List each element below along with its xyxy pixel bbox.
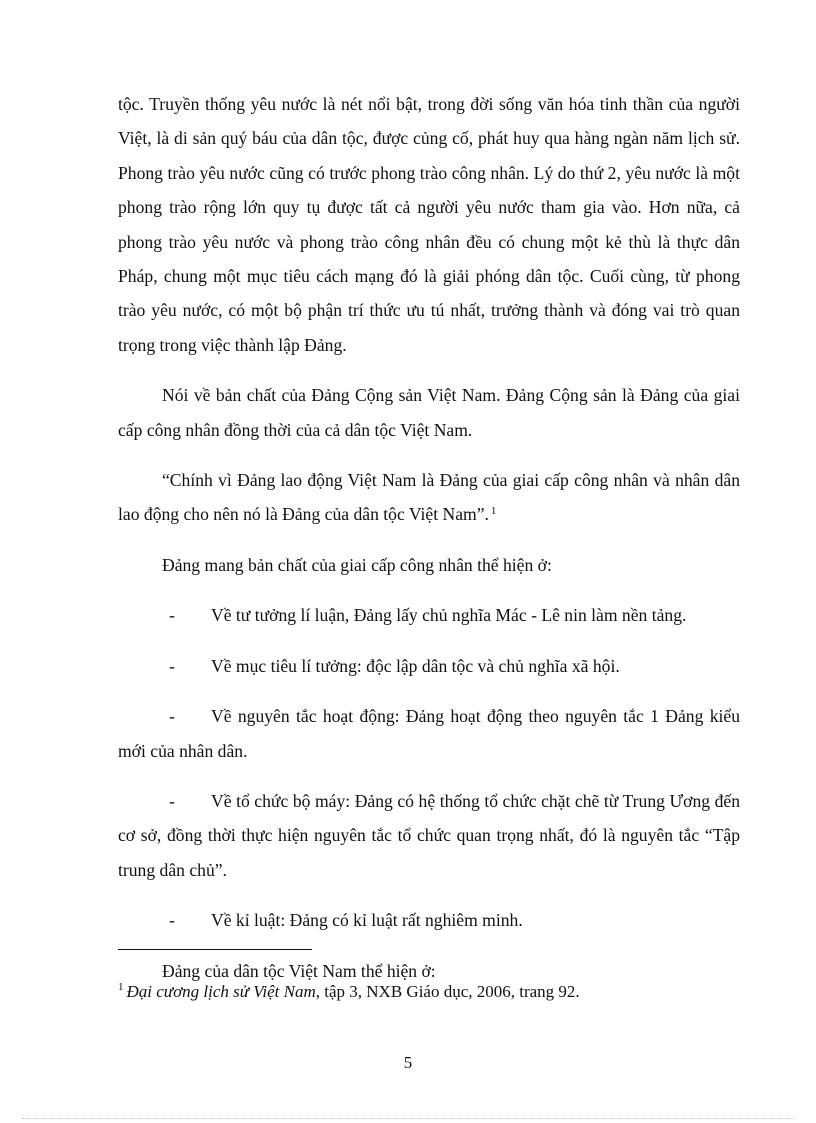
list-item-text: Về nguyên tắc hoạt động: Đảng hoạt động theo nguyên tắc 1 Đảng kiểu mới của nhân dân. bbox=[118, 706, 740, 761]
paragraph-working-class-intro: Đảng mang bản chất của giai cấp công nhân thể hiện ở: bbox=[162, 554, 552, 575]
footnote bbox=[118, 980, 758, 1004]
paragraph-quotation bbox=[118, 463, 740, 532]
dash-bullet: - bbox=[169, 605, 175, 626]
list-item bbox=[118, 598, 740, 632]
footnote-book-title: Đại cương lịch sử Việt Nam bbox=[126, 982, 316, 1001]
dash-bullet: - bbox=[169, 790, 175, 811]
paragraph-continuation: tộc. Truyền thống yêu nước là nét nổi bật, trong đời sống văn hóa tinh thần của người Việt, là di sản quý báu của dân tộc, được củng cố, phát huy qua hàng ngàn năm lịch sử. Phong trào yêu nước cũng có trước phong trào công nhân. Lý do thứ 2, yêu nước là một phong trào rộng lớn quy tụ được tất cả người yêu nước tham gia vào. Hơn nữa, cả phong trào yêu nước và phong trào công nhân đều có chung một kẻ thù là thực dân Pháp, chung một mục tiêu cách mạng đó là giải phóng dân tộc. Cuối cùng, từ phong trào yêu nước, có một bộ phận trí thức ưu tú nhất, trưởng thành và đóng vai trò quan trọng trong việc thành lập Đảng. bbox=[118, 94, 740, 355]
body-text bbox=[118, 87, 740, 988]
list-item-text: Về kỉ luật: Đảng có kỉ luật rất nghiêm minh. bbox=[211, 910, 523, 931]
list-item-text: Về mục tiêu lí tưởng: độc lập dân tộc và chủ nghĩa xã hội. bbox=[211, 655, 620, 676]
page-number: 5 bbox=[403, 1053, 413, 1072]
dash-bullet: - bbox=[169, 655, 175, 676]
dash-bullet: - bbox=[169, 706, 175, 727]
footnote-details: , tập 3, NXB Giáo dục, 2006, trang 92. bbox=[315, 982, 580, 1001]
footnote-number: 1 bbox=[118, 981, 124, 994]
page-bottom-edge bbox=[22, 1118, 794, 1119]
footnote-reference: 1 bbox=[490, 504, 497, 517]
paragraph-party-nature: Nói về bản chất của Đảng Cộng sản Việt Nam. Đảng Cộng sản là Đảng của giai cấp công nhân đồng thời của cả dân tộc Việt Nam. bbox=[118, 385, 740, 440]
list-item bbox=[118, 903, 740, 937]
dash-bullet: - bbox=[169, 910, 175, 931]
list-item bbox=[118, 649, 740, 683]
list-item-text: Về tổ chức bộ máy: Đảng có hệ thống tổ chức chặt chẽ từ Trung Ương đến cơ sở, đồng thời thực hiện nguyên tắc tổ chức quan trọng nhất, đó là nguyên tắc “Tập trung dân chủ”. bbox=[118, 790, 740, 880]
list-item-text: Về tư tưởng lí luận, Đảng lấy chủ nghĩa Mác - Lê nin làm nền tảng. bbox=[211, 605, 687, 626]
footnote-separator bbox=[118, 949, 312, 950]
list-item bbox=[118, 784, 740, 887]
list-item bbox=[118, 699, 740, 768]
paragraph-nation-intro: Đảng của dân tộc Việt Nam thể hiện ở: bbox=[162, 960, 436, 981]
quotation-text: “Chính vì Đảng lao động Việt Nam là Đảng của giai cấp công nhân và nhân dân lao động cho nên nó là Đảng của dân tộc Việt Nam”. bbox=[118, 470, 740, 525]
